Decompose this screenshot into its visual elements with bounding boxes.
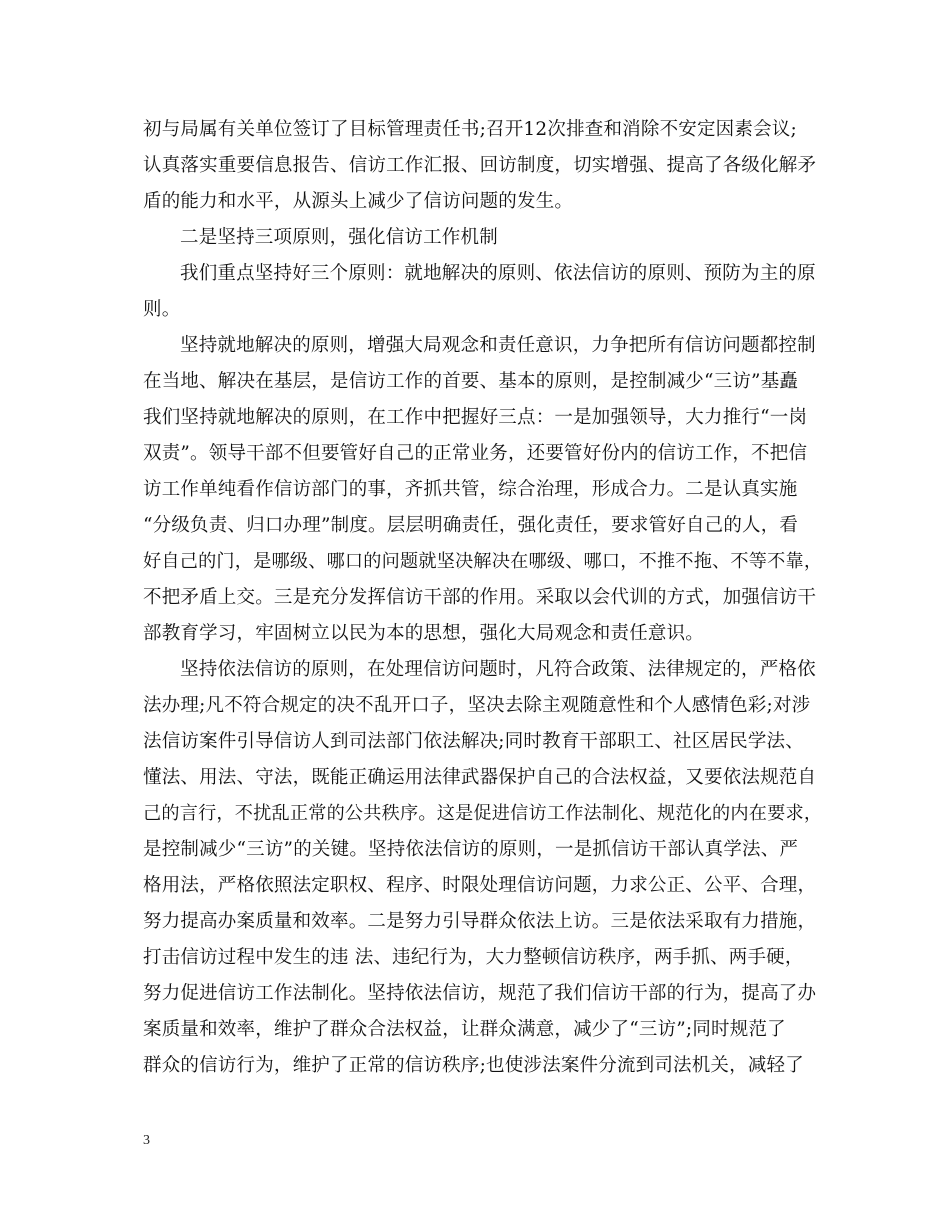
text-line: 盾的能力和水平，从源头上减少了信访问题的发生。 (143, 191, 574, 212)
text-line: 我们坚持就地解决的原则，在工作中把握好三点：一是加强领导，大力推行“一岗 (143, 407, 808, 428)
text-line: 好自己的门，是哪级、哪口的问题就坚决解决在哪级、哪口，不推不拖、不等不靠， (143, 551, 823, 572)
text-line: 坚持依法信访的原则，在处理信访问题时，凡符合政策、法律规定的，严格依 (180, 659, 816, 680)
text-line: 群众的信访行为，维护了正常的信访秩序;也使涉法案件分流到司法机关，减轻了 (143, 1055, 804, 1076)
text-line: 打击信访过程中发生的违 法、违纪行为，大力整顿信访秩序，两手抓、两手硬， (143, 947, 804, 968)
text-line: 访工作单纯看作信访部门的事，齐抓共管，综合治理，形成合力。二是认真实施 (143, 479, 798, 500)
text-line: 我们重点坚持好三个原则：就地解决的原则、依法信访的原则、预防为主的原 (180, 263, 816, 284)
text-line: 在当地、解决在基层，是信访工作的首要、基本的原则，是控制减少“三访”基矗 (143, 371, 799, 392)
text-line: 是控制减少“三访”的关键。坚持依法信访的原则，一是抓信访干部认真学法、严 (143, 839, 799, 860)
text-line: 己的言行，不扰乱正常的公共秩序。这是促进信访工作法制化、规范化的内在要求， (143, 803, 823, 824)
text-line: 坚持就地解决的原则，增强大局观念和责任意识，力争把所有信访问题都控制 (180, 335, 816, 356)
text-line: 法办理;凡不符合规定的决不乱开口子，坚决去除主观随意性和个人感情色彩;对涉 (143, 695, 811, 716)
text-line: 案质量和效率，维护了群众合法权益，让群众满意，减少了“三访”;同时规范了 (143, 1019, 786, 1040)
text-line: 格用法，严格依照法定职权、程序、时限处理信访问题，力求公正、公平、合理， (143, 875, 817, 896)
text-line: 法信访案件引导信访人到司法部门依法解决;同时教育干部职工、社区居民学法、 (143, 731, 804, 752)
text-line: 不把矛盾上交。三是充分发挥信访干部的作用。采取以会代训的方式，加强信访干 (143, 587, 817, 608)
text-line: 双责”。领导干部不但要管好自己的正常业务，还要管好份内的信访工作，不把信 (143, 443, 808, 464)
text-line: 部教育学习，牢固树立以民为本的思想，强化大局观念和责任意识。 (143, 623, 705, 644)
text-line: “分级负责、归口办理”制度。层层明确责任，强化责任，要求管好自己的人，看 (143, 515, 799, 536)
document-body (143, 112, 823, 1084)
text-line: 懂法、用法、守法，既能正确运用法律武器保护自己的合法权益，又要依法规范自 (143, 767, 817, 788)
text-line: 则。 (143, 299, 181, 320)
text-line: 努力提高办案质量和效率。二是努力引导群众依法上访。三是依法采取有力措施， (143, 911, 817, 932)
text-line: 努力促进信访工作法制化。坚持依法信访，规范了我们信访干部的行为，提高了办 (143, 983, 817, 1004)
text-line: 初与局属有关单位签订了目标管理责任书;召开12次排查和消除不安定因素会议; (143, 119, 797, 140)
text-line: 认真落实重要信息报告、信访工作汇报、回访制度，切实增强、提高了各级化解矛 (143, 155, 817, 176)
text-line: 二是坚持三项原则，强化信访工作机制 (180, 227, 498, 248)
page-number: 3 (143, 1133, 150, 1148)
